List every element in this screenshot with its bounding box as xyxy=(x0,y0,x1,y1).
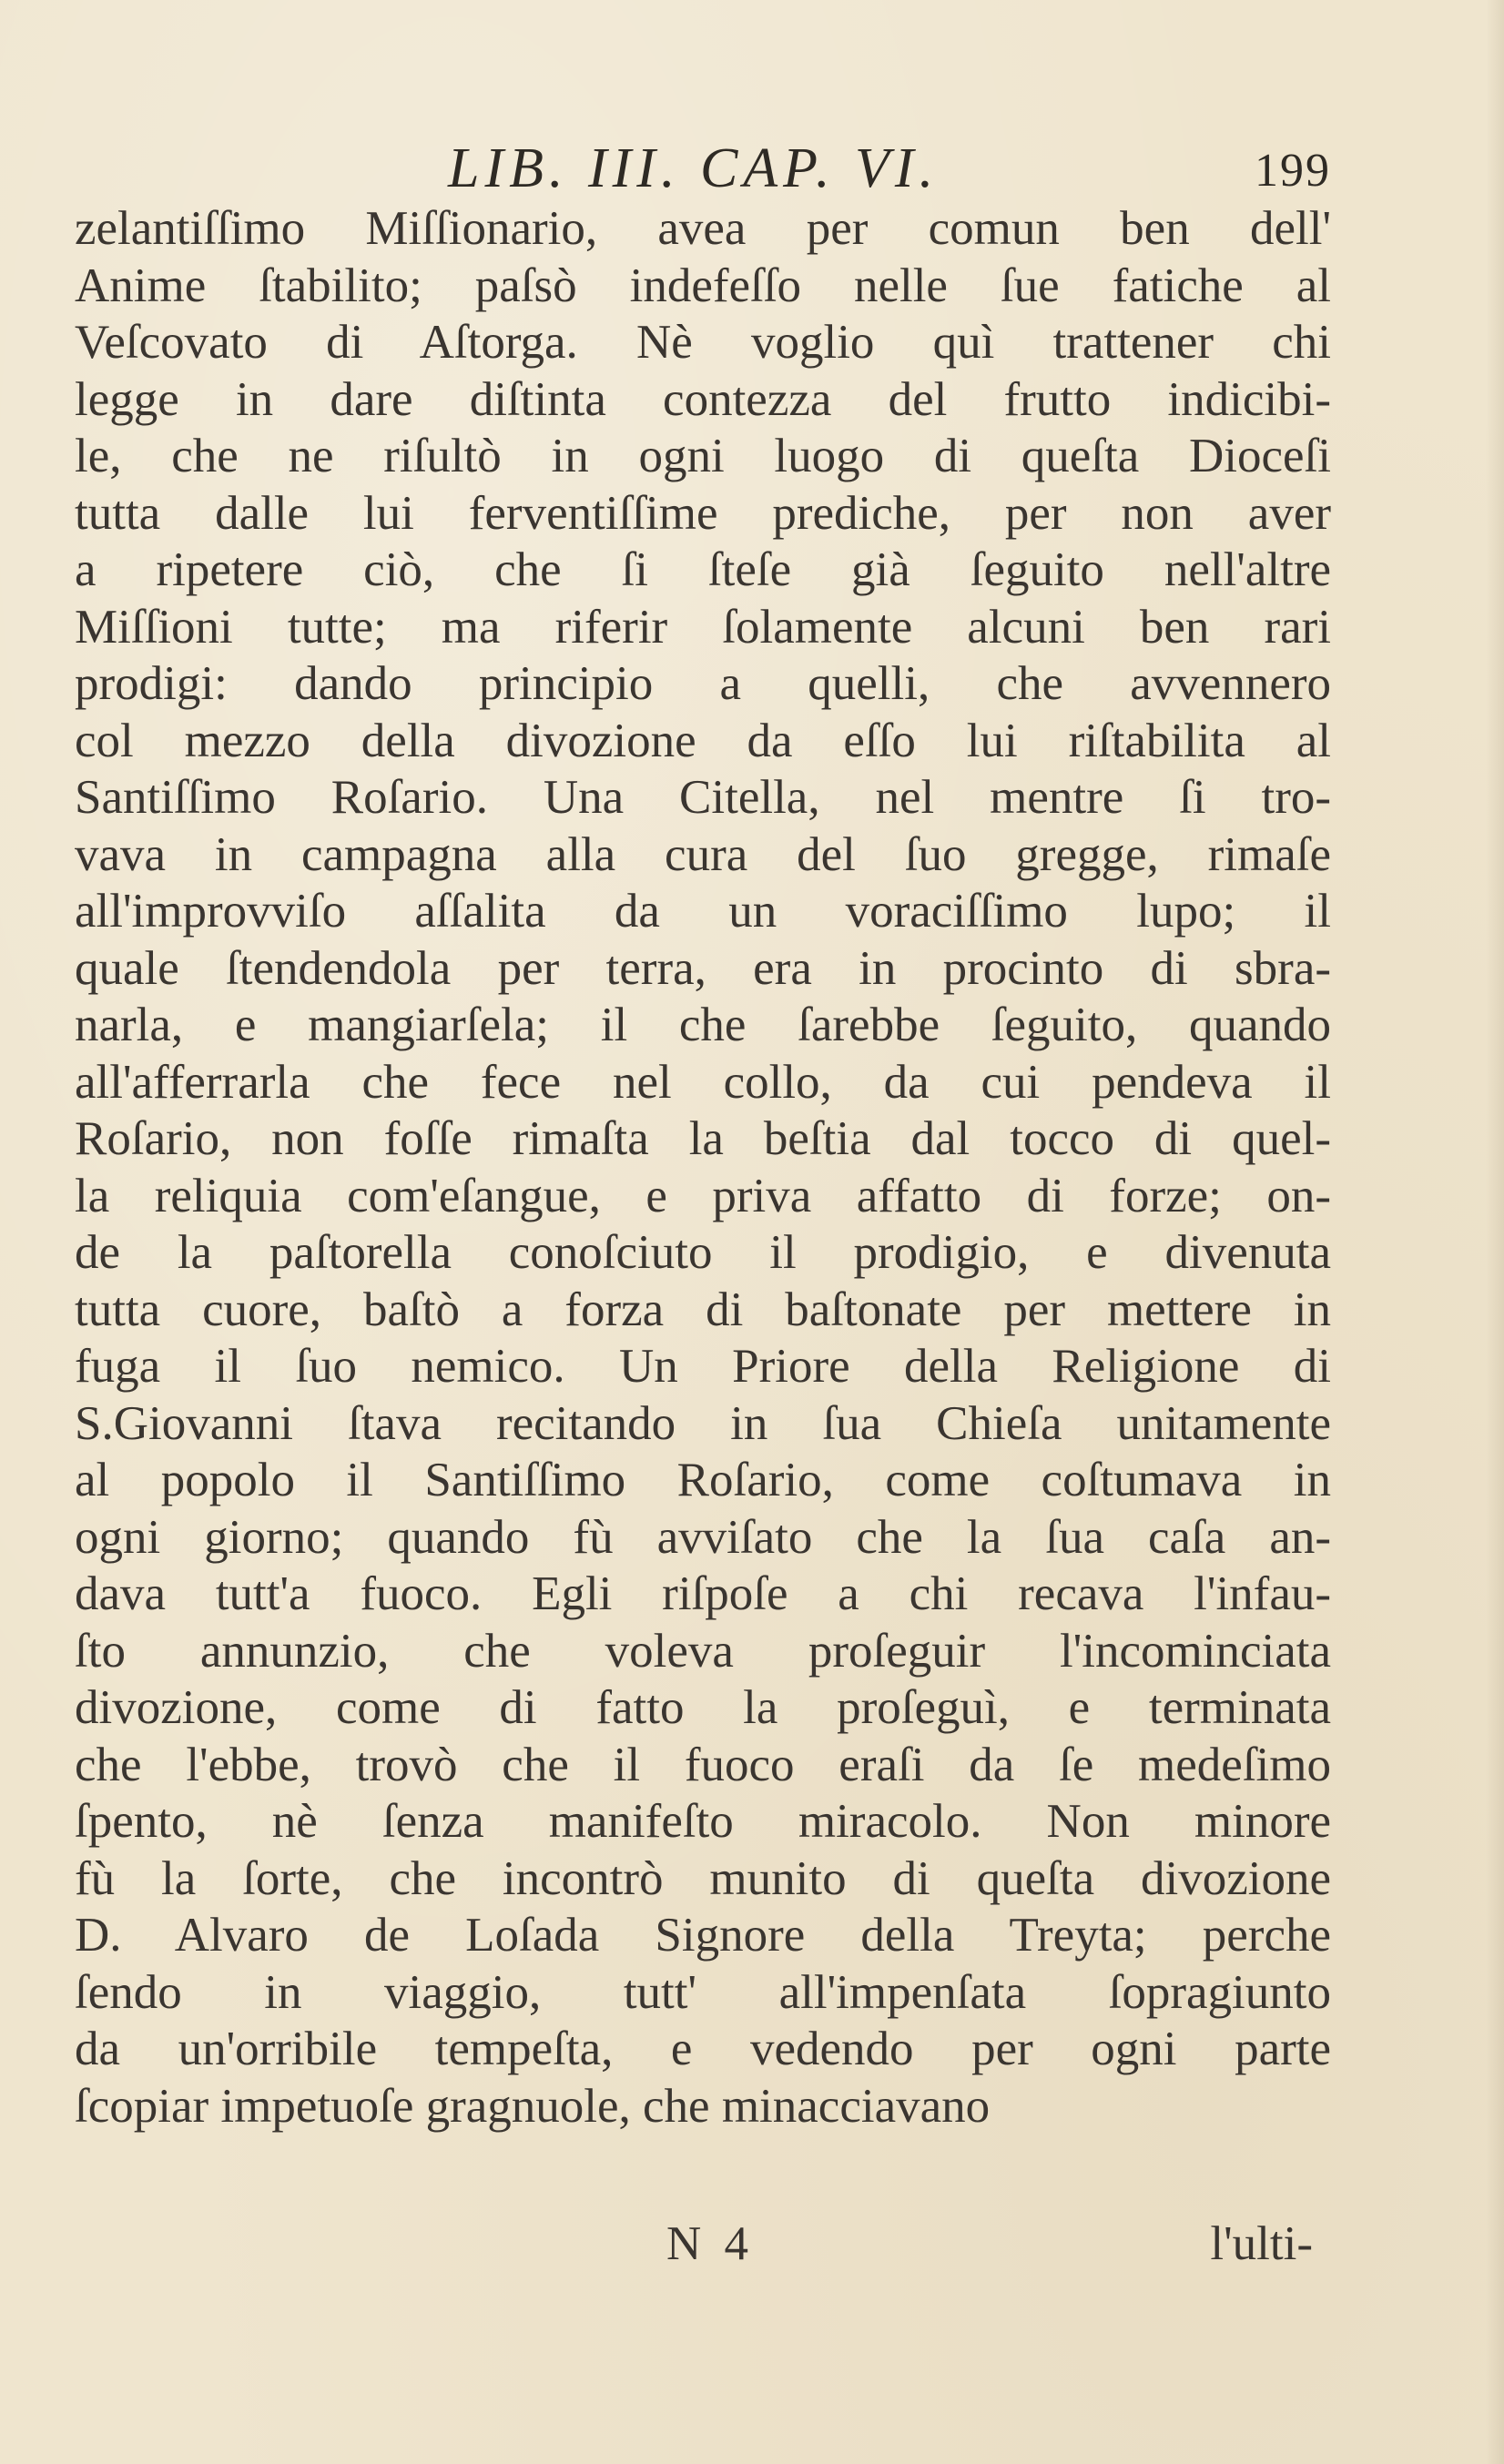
text-line: vava in campagna alla cura del ſuo gregge, rimaſe xyxy=(75,827,1331,881)
text-line: fù la ſorte, che incontrò munito di queſta divozione xyxy=(75,1851,1331,1905)
text-line: Santiſſimo Roſario. Una Citella, nel mentre ſi tro- xyxy=(75,771,1331,824)
text-line: divozione, come di fatto la proſeguì, e terminata xyxy=(75,1681,1331,1734)
text-line: ſcopiar impetuoſe gragnuole, che minacciavano xyxy=(75,2079,991,2133)
catchword: l'ulti- xyxy=(1210,2217,1313,2270)
text-line: dava tutt'a fuoco. Egli riſpoſe a chi recava l'infau- xyxy=(75,1567,1331,1620)
page-footer xyxy=(75,2216,1331,2280)
signature-mark: N 4 xyxy=(666,2217,755,2270)
text-line: D. Alvaro de Loſada Signore della Treyta; perche xyxy=(75,1909,1331,1962)
text-line: prodigi: dando principio a quelli, che avvennero xyxy=(75,657,1331,710)
text-line: ſpento, nè ſenza manifeſto miracolo. Non minore xyxy=(75,1795,1331,1848)
text-line: a ripetere ciò, che ſi ſteſe già ſeguito nell'altre xyxy=(75,543,1331,596)
text-line: legge in dare diſtinta contezza del frutto indicibi- xyxy=(75,372,1331,426)
text-line: la reliquia com'eſangue, e priva affatto di forze; on- xyxy=(75,1169,1331,1222)
text-line: Miſſioni tutte; ma riferir ſolamente alcuni ben rari xyxy=(75,600,1331,654)
running-head-title: LIB. III. CAP. VI. xyxy=(448,137,940,199)
text-line: ogni giorno; quando fù avviſato che la ſua caſa an- xyxy=(75,1510,1331,1564)
text-line: S.Giovanni ſtava recitando in ſua Chieſa unitamente xyxy=(75,1396,1331,1450)
text-line: all'improvviſo aſſalita da un voraciſſimo lupo; il xyxy=(75,885,1331,938)
text-line: fuga il ſuo nemico. Un Priore della Religione di xyxy=(75,1340,1331,1393)
text-line: Anime ſtabilito; paſsò indefeſſo nelle ſue fatiche al xyxy=(75,259,1331,312)
text-line: ſto annunzio, che voleva proſeguir l'incominciata xyxy=(75,1624,1331,1678)
text-line: Roſario, non foſſe rimaſta la beſtia dal tocco di quel- xyxy=(75,1112,1331,1165)
text-line: narla, e mangiarſela; il che ſarebbe ſeguito, quando xyxy=(75,999,1331,1051)
text-line: col mezzo della divozione da eſſo lui riſtabilita al xyxy=(75,714,1331,767)
text-line: all'afferrarla che fece nel collo, da cui pendeva il xyxy=(75,1055,1331,1109)
text-line: ſendo in viaggio, tutt' all'impenſata ſopragiunto xyxy=(75,1965,1331,2019)
text-line: tutta cuore, baſtò a forza di baſtonate per mettere in xyxy=(75,1283,1331,1336)
text-line: de la paſtorella conoſciuto il prodigio, e divenuta xyxy=(75,1226,1331,1279)
text-line: al popolo il Santiſſimo Roſario, come coſtumava in xyxy=(75,1454,1331,1506)
body-text xyxy=(75,200,1331,2134)
page-edge-shadow xyxy=(1486,0,1504,2464)
text-line: che l'ebbe, trovò che il fuoco eraſi da ſe medeſimo xyxy=(75,1738,1331,1791)
text-line: Veſcovato di Aſtorga. Nè voglio quì trattener chi xyxy=(75,316,1331,369)
text-line: da un'orribile tempeſta, e vedendo per ogni parte xyxy=(75,2023,1331,2075)
text-line: zelantiſſimo Miſſionario, avea per comun ben dell' xyxy=(75,202,1331,255)
text-line: quale ſtendendola per terra, era in procinto di sbra- xyxy=(75,941,1331,995)
running-head xyxy=(75,137,1331,209)
text-line: le, che ne riſultò in ogni luogo di queſta Dioceſi xyxy=(75,430,1331,482)
page-number: 199 xyxy=(1255,145,1331,197)
text-line: tutta dalle lui ferventiſſime prediche, per non aver xyxy=(75,486,1331,540)
